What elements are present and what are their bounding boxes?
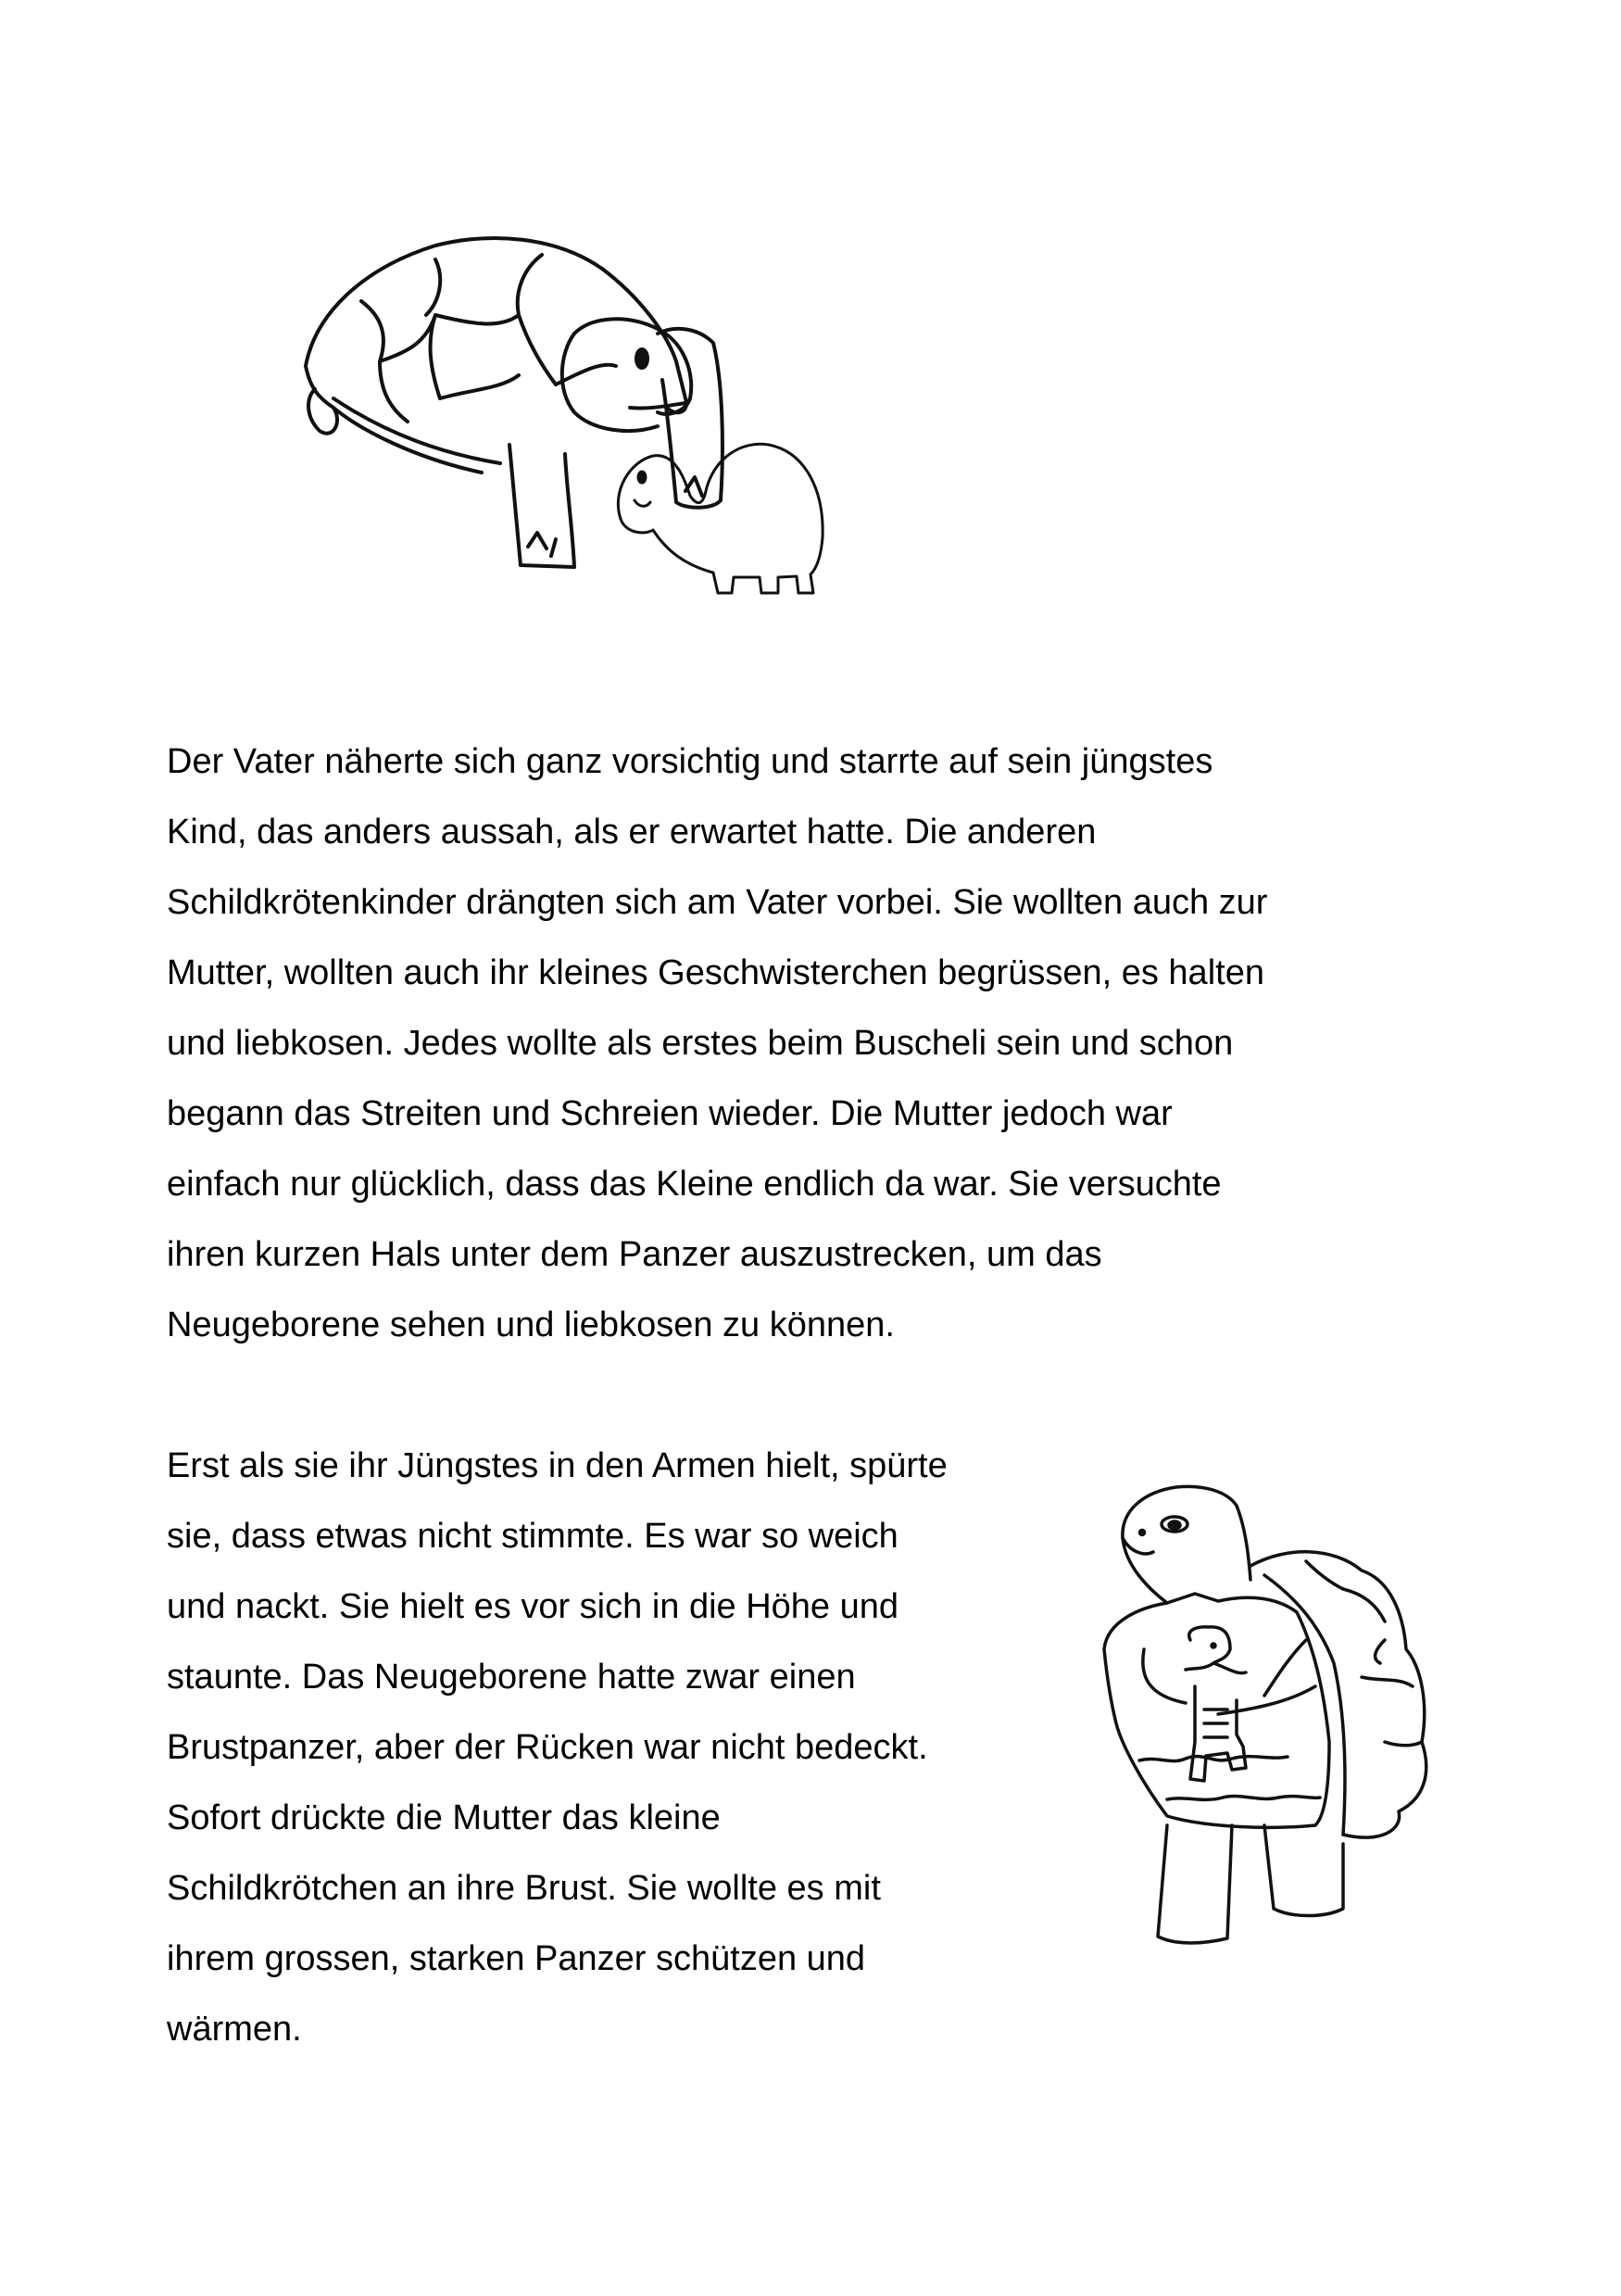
text-line: wärmen. (167, 2010, 302, 2049)
text-line: einfach nur glücklich, dass das Kleine endlich da war. Sie versuchte (167, 1165, 1222, 1204)
text-line: ihrem grossen, starken Panzer schützen und (167, 1939, 866, 1978)
text-line: Sofort drückte die Mutter das kleine (167, 1798, 721, 1837)
text-line: sie, dass etwas nicht stimmte. Es war so weich (167, 1517, 898, 1556)
mother-illustration (1065, 1464, 1482, 2131)
text-line: Erst als sie ihr Jüngstes in den Armen hielt, spürte (167, 1446, 948, 1485)
text-line: Der Vater näherte sich ganz vorsichtig und starrte auf sein jüngstes (167, 742, 1213, 781)
mother-tortoise-holding-baby-drawing (1104, 1486, 1426, 1943)
text-line: Kind, das anders aussah, als er erwartet hatte. Die anderen (167, 813, 1097, 852)
text-line: Schildkrötchen an ihre Brust. Sie wollte es mit (167, 1869, 881, 1908)
text-line: begann das Streiten und Schreien wieder. Die Mutter jedoch war (167, 1094, 1173, 1133)
text-line: und liebkosen. Jedes wollte als erstes beim Buscheli sein und schon (167, 1024, 1234, 1063)
text-line: Brustpanzer, aber der Rücken war nicht bedeckt. (167, 1728, 928, 1767)
text-line: Neugeborene sehen und liebkosen zu können. (167, 1306, 895, 1344)
father-tortoise-drawing (306, 238, 723, 567)
text-line: Schildkrötenkinder drängten sich am Vater vorbei. Sie wollten auch zur (167, 883, 1268, 922)
text-line: Mutter, wollten auch ihr kleines Geschwisterchen begrüssen, es halten (167, 953, 1264, 992)
text-line: ihren kurzen Hals unter dem Panzer auszustrecken, um das (167, 1235, 1102, 1274)
text-line: und nackt. Sie hielt es vor sich in die Höhe und (167, 1587, 899, 1626)
paragraph-1 (167, 726, 1267, 1360)
paragraph-2 (167, 1431, 948, 2064)
top-illustration (278, 213, 1343, 649)
text-line: staunte. Das Neugeborene hatte zwar einen (167, 1658, 856, 1697)
